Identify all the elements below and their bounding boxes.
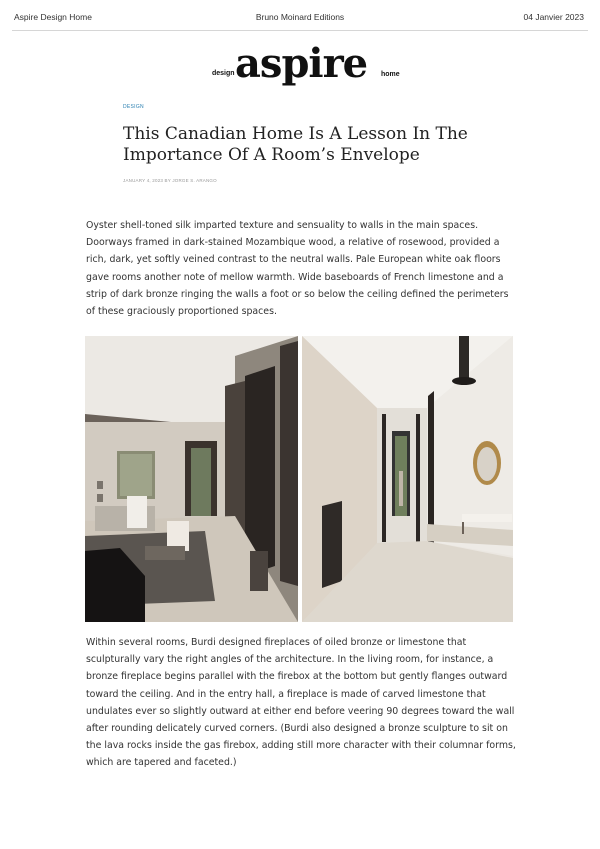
article-paragraph: Oyster shell-toned silk imparted texture and sensuality to walls in the main spaces. Doorways framed in dark-stained Mozambique wood, a relative of rosewood, provided a rich, dark, yet softly veined contrast to the neutral walls. Pale European white oak floors gave rooms another note of mellow warmth. Wide baseboards of French limestone and a strip of dark bronze ringing the walls a foot or so below the ceiling defined the perimeters of these graciously proportioned spaces. [86,220,509,318]
living-room-photo [85,336,298,622]
entry-hall-photo [302,336,513,622]
logo-suffix: home [381,71,400,78]
publisher-name: Bruno Moinard Editions [255,12,345,22]
header-divider [12,30,588,31]
article-category-link[interactable]: DESIGN [123,104,144,110]
logo-wordmark: aspire [235,40,368,87]
article-byline: JANUARY 4, 2023 BY JORGE S. ARANGO [123,178,217,183]
aspire-logo[interactable] [0,42,600,94]
article-paragraph: Within several rooms, Burdi designed fireplaces of oiled bronze or limestone that sculpturally vary the right angles of the architecture. In the living room, for instance, a bronze fireplace begins parallel with the firebox at the bottom but gently flanges outward toward the ceiling. And in the entry hall, a fireplace is made of carved limestone that undulates ever so slightly outward at either end before veering 90 degrees toward the wall after rounding delicately curved corners. (Burdi also designed a bronze sculpture to sit on the lava rocks inside the gas firebox, adding still more character with their columnar forms, which are tapered and faceted.) [86,637,516,769]
article-title: This Canadian Home Is A Lesson In The Importance Of A Room’s Envelope [123,124,468,165]
site-name: Aspire Design Home [14,12,92,22]
logo-prefix: design [212,70,235,77]
header-date: 04 Janvier 2023 [523,12,584,22]
page-header [0,0,600,32]
